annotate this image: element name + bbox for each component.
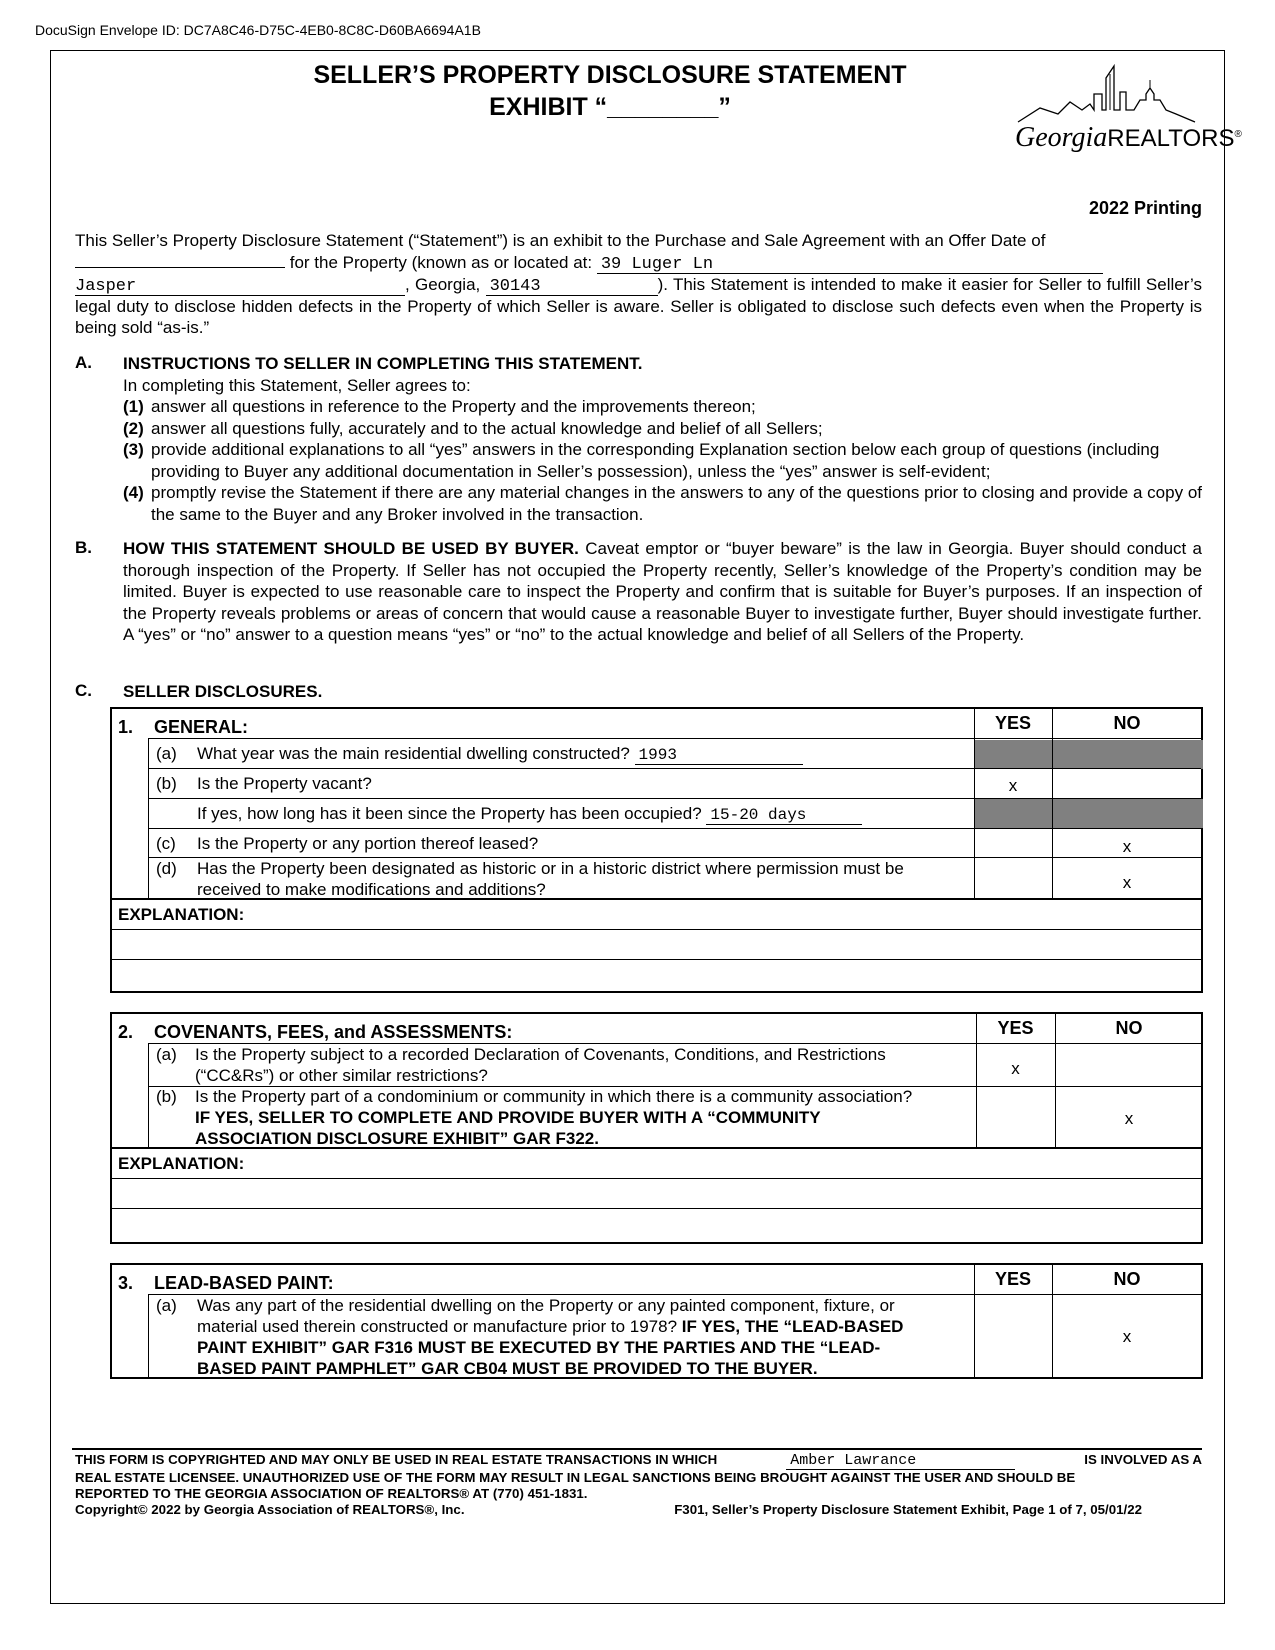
copyright-line: Copyright© 2022 by Georgia Association of REALTORS®, Inc. [75,1502,465,1517]
question-year-built: What year was the main residential dwelling constructed? 1993 [197,743,803,765]
covenants-disclosure-table: 2. COVENANTS, FEES, and ASSESSMENTS: YES NO (a) Is the Property subject to a recorded Declaration of Covenants, Conditions, and Restrictions (“CC&Rs”) or other similar restrictions? x (b) Is the Property part of a condominium or community in which there is a community association? IF YES, SELLER TO COMPLETE AND PROVIDE BUYER WITH A “COMMUNITY ASSOCIATION DISCLOSURE EXHIBIT” GAR F322. x EXPLANATION: [110,1012,1203,1244]
instruction-item: (4) promptly revise the Statement if there are any material changes in the answers to any of the questions prior to closing and provide a copy of the same to the Buyer and any Broker involved in the transaction. [123,483,1202,524]
no-header: NO [1115,1018,1143,1038]
question-lead-paint: Was any part of the residential dwelling on the Property or any painted component, fixture, or material used therein constructed or manufacture prior to 1978? IF YES, THE “LEAD-BASED PAINT EXHIBIT” GAR F316 MUST BE EXECUTED BY THE PARTIES AND THE “LEAD- BASED PAINT PAMPHLET” GAR CB04 MUST BE PROVIDED TO THE BUYER. [197,1296,904,1378]
general-explanation-line[interactable] [112,929,1201,930]
covenants-title: COVENANTS, FEES, and ASSESSMENTS: [154,1022,513,1042]
section-c-letter: C. [75,681,92,700]
printing-year: 2022 Printing [1088,198,1202,218]
exhibit-title: EXHIBIT “________” [489,93,731,121]
form-title: SELLER’S PROPERTY DISCLOSURE STATEMENT [313,61,907,89]
question-ccrs: Is the Property subject to a recorded Declaration of Covenants, Conditions, and Restrictions (“CC&Rs”) or other similar restrictions? [195,1045,886,1085]
lead-paint-disclosure-table: 3. LEAD-BASED PAINT: YES NO (a) Was any part of the residential dwelling on the Property or any painted component, fixture, or material used therein constructed or manufacture prior to 1978? IF YES, THE “LEAD-BASED PAINT EXHIBIT” GAR F316 MUST BE EXECUTED BY THE PARTIES AND THE “LEAD- BASED PAINT PAMPHLET” GAR CB04 MUST BE PROVIDED TO THE BUYER. x [110,1263,1203,1379]
property-zip-field[interactable]: 30143 [486,278,658,296]
intro-paragraph: This Seller’s Property Disclosure Statement (“Statement”) is an exhibit to the Purchase and Sale Agreement with an Offer Date of for the Property (known as or located at: 39 Luger Ln Jasper , Georgia, 30143 ). This Statement is intended to make it easier for Seller to fulfill Seller’s legal duty to disclose hidden defects in the Property of which Seller is aware. Seller is obligated to disclose such defects even when the Property is being sold “as-is.” [75,231,1202,337]
general-title: GENERAL: [154,717,248,737]
no-header: NO [1113,713,1141,733]
yes-header: YES [994,1269,1032,1289]
section-c-heading: SELLER DISCLOSURES. [123,682,323,701]
general-explanation-label: EXPLANATION: [118,905,245,924]
historic-no-answer[interactable]: x [1122,873,1132,892]
section-b: HOW THIS STATEMENT SHOULD BE USED BY BUYER. Caveat emptor or “buyer beware” is the law in Georgia. Buyer should conduct a thorough inspection of the Property. If Seller has not occupied the Property recently, Seller’s knowledge of the Property’s condition may be limited. Buyer is expected to use reasonable care to inspect the Property and confirm that is suitable for Buyer’s purposes. If an inspection of the Property reveals problems or areas of concern that would cause a reasonable Buyer to investigate further, Buyer should investigate further. A “yes” or “no” answer to a question means “yes” or “no” to the actual knowledge and belief of all Sellers of the Property. [123,539,1203,644]
vacant-yes-answer[interactable]: x [1008,776,1018,795]
community-association-no-answer[interactable]: x [1124,1109,1134,1128]
lead-paint-title: LEAD-BASED PAINT: [154,1273,334,1293]
question-historic: Has the Property been designated as historic or in a historic district where permission must be received to make modifications and additions? [197,859,904,899]
section-a-letter: A. [75,353,92,372]
yes-header: YES [994,713,1032,733]
question-community-association: Is the Property part of a condominium or community in which there is a community association? IF YES, SELLER TO COMPLETE AND PROVIDE BUYER WITH A “COMMUNITY ASSOCIATION DISCLOSURE EXHIBIT” GAR F322. [195,1087,913,1148]
instruction-item: (3) provide additional explanations to all “yes” answers in the corresponding Explanation section below each group of questions (including providing to Buyer any additional documentation in Seller’s possession), unless the “yes” answer is self-evident; [123,440,1160,481]
covenants-explanation-line[interactable] [112,1178,1201,1179]
leased-no-answer[interactable]: x [1122,837,1132,856]
instruction-item: (2) answer all questions fully, accurately and to the actual knowledge and belief of all Sellers; [123,418,823,438]
no-header: NO [1113,1269,1141,1289]
question-vacancy-duration: If yes, how long has it been since the Property has been occupied? 15-20 days [197,803,862,825]
georgia-realtors-logo: GeorgiaREALTORS® [1010,64,1215,164]
lead-paint-no-answer[interactable]: x [1122,1327,1132,1346]
form-id: F301, Seller’s Property Disclosure Statement Exhibit, Page 1 of 7, 05/01/22 [674,1502,1142,1517]
instruction-item: (1) answer all questions in reference to the Property and the improvements thereon; [123,397,756,416]
property-city-field[interactable]: Jasper [75,278,405,296]
general-disclosure-table: 1. GENERAL: YES NO (a) What year was the main residential dwelling constructed? 1993 (b) Is the Property vacant? x If yes, how long has it been since the Property has been occupied? 15-20 days (c) Is the Property or any portion thereof leased? x (d) Has the Property been designated as historic or in a historic district where permission must be received to make modifications and additions? x EXPLANATION: [110,707,1203,993]
covenants-explanation-label: EXPLANATION: [118,1154,245,1173]
covenants-explanation-line[interactable] [112,1208,1201,1209]
section-b-letter: B. [75,538,92,557]
docusign-envelope-id: DocuSign Envelope ID: DC7A8C46-D75C-4EB0-8C8C-D60BA6694A1B [35,22,481,38]
yes-header: YES [997,1018,1034,1038]
copyright-notice: THIS FORM IS COPYRIGHTED AND MAY ONLY BE USED IN REAL ESTATE TRANSACTIONS IN WHICH Amber Lawrance IS INVOLVED AS A REAL ESTATE LICENSEE. UNAUTHORIZED USE OF THE FORM MAY RESULT IN LEGAL SANCTIONS BEING BROUGHT AGAINST THE USER AND SHOULD BE REPORTED TO THE GEORGIA ASSOCIATION OF REALTORS® AT (770) 451-1831. Copyright© 2022 by Georgia Association of REALTORS®, Inc. F301, Seller’s Property Disclosure Statement Exhibit, Page 1 of 7, 05/01/22 [75,1452,1202,1517]
section-a: INSTRUCTIONS TO SELLER IN COMPLETING THIS STATEMENT. In completing this Statement, Seller agrees to: (1) answer all questions in reference to the Property and the improvements thereon; (2) answer all questions fully, accurately and to the actual knowledge and belief of all Sellers; (3) provide additional explanations to all “yes” answers in the corresponding Explanation section below each group of questions (including providing to Buyer any additional documentation in Seller’s possession), unless the “yes” answer is self-evident; (4) promptly revise the Statement if there are any material changes in the answers to any of the questions prior to closing and provide a copy of the same to the Buyer and any Broker involved in the transaction. [123,354,1202,524]
year-built-field[interactable]: 1993 [635,747,803,765]
footer-rule [72,1448,1202,1450]
ccrs-yes-answer[interactable]: x [1011,1059,1020,1078]
offer-date-field[interactable] [75,253,285,268]
question-leased: Is the Property or any portion thereof leased? [197,834,539,853]
question-vacant: Is the Property vacant? [197,774,372,793]
general-explanation-line[interactable] [112,959,1201,960]
licensee-name-field[interactable]: Amber Lawrance [786,1452,1015,1470]
property-address-field[interactable]: 39 Luger Ln [597,256,1103,274]
vacancy-duration-field[interactable]: 15-20 days [706,807,862,825]
